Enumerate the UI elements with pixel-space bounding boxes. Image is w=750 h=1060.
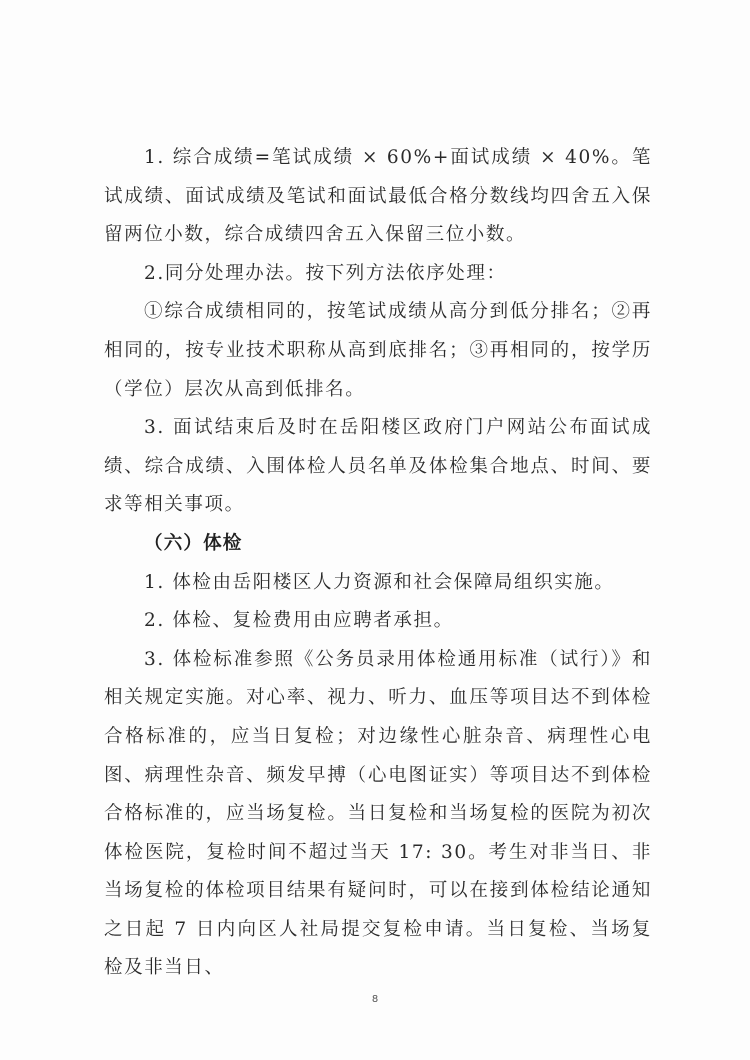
paragraph-exam-standards: 3. 体检标准参照《公务员录用体检通用标准（试行）》和相关规定实施。对心率、视力、听力、血压等项目达不到体检合格标准的，应当日复检；对边缘性心脏杂音、病理性心电图、病理性杂音、频发早搏（心电图证实）等项目达不到体检合格标准的，应当场复检。当日复检和当场复检的医院为初次体检医院，复检时间不超过当天 17: 30。考生对非当日、非当场复检的体检项目结果有疑问时，可以在接到体检结论通知之日起 7 日内向区人社局提交复检申请。当日复检、当场复检及非当日、 (104, 648, 652, 979)
section-heading-physical-exam: （六）体检 (144, 532, 243, 554)
paragraph-exam-organizer: 1. 体检由岳阳楼区人力资源和社会保障局组织实施。 (144, 571, 615, 593)
paragraph-tie-handling: 2.同分处理办法。按下列方法依序处理： (144, 262, 507, 284)
paragraph-results-publication: 3. 面试结束后及时在岳阳楼区政府门户网站公布面试成绩、综合成绩、入围体检人员名单及体检集合地点、时间、要求等相关事项。 (104, 417, 652, 516)
page-body (104, 139, 652, 988)
paragraph-score-formula: 1. 综合成绩=笔试成绩 × 60%+面试成绩 × 40%。笔试成绩、面试成绩及笔试和面试最低合格分数线均四舍五入保留两位小数，综合成绩四舍五入保留三位小数。 (104, 147, 652, 246)
paragraph-tie-rules: ①综合成绩相同的，按笔试成绩从高分到低分排名；②再相同的，按专业技术职称从高到底排名；③再相同的，按学历（学位）层次从高到低排名。 (104, 301, 652, 400)
page-number: 8 (371, 994, 379, 1005)
paragraph-exam-fees: 2. 体检、复检费用由应聘者承担。 (144, 610, 454, 632)
